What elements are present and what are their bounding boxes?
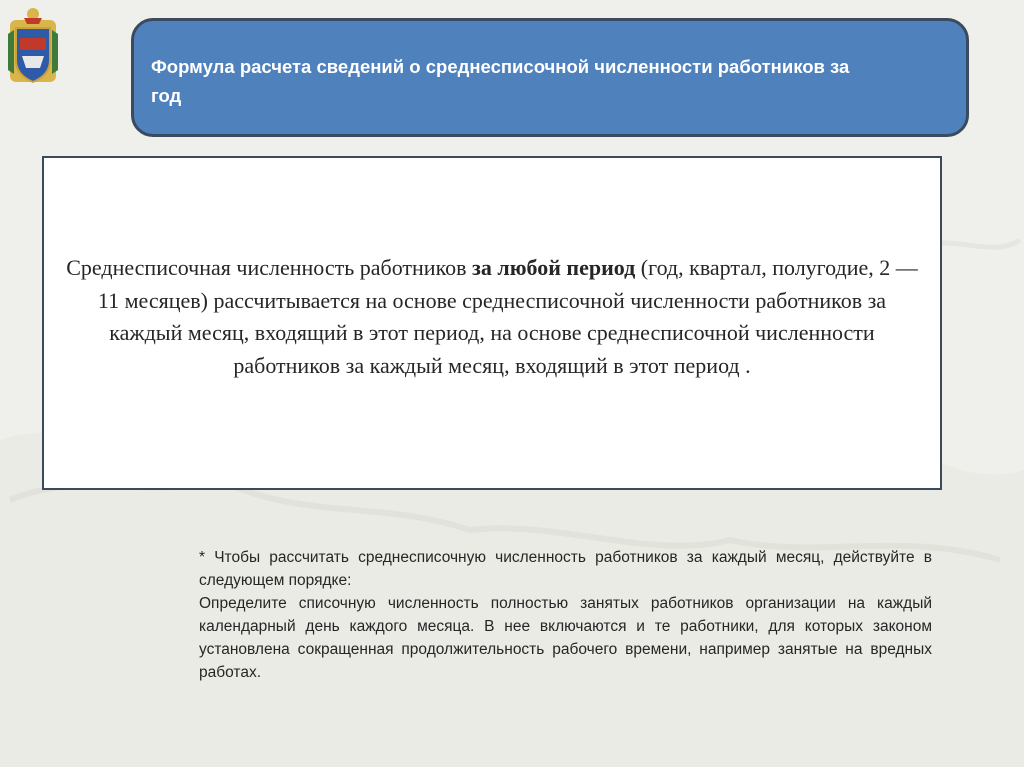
slide-title: Формула расчета сведений о среднесписочной численности работников за год [151,56,850,106]
main-text-bold: за любой период [472,255,636,280]
main-text-before: Среднесписочная численность работников [66,255,473,280]
coat-of-arms-icon [4,4,62,92]
main-content-box [42,156,942,490]
slide-title-box [131,18,969,137]
footnote-line-2: Определите списочную численность полностью занятых работников организации на каждый календарный день каждого месяца. В нее включаются и те работники, для которых законом установлена сокращенная продолжительность рабочего времени, например занятые на вредных работах. [199,595,932,681]
main-text-after: (год, квартал, полугодие, 2 — 11 месяцев) рассчитывается на основе среднесписочной численности работников за каждый месяц, входящий в этот период, на основе среднесписочной численности работников за каждый месяц, входящий в этот период . [97,255,918,378]
footnote-block [199,546,932,684]
main-paragraph [62,252,922,382]
footnote-line-1: * Чтобы рассчитать среднесписочную численность работников за каждый месяц, действуйте в следующем порядке: [199,549,932,589]
